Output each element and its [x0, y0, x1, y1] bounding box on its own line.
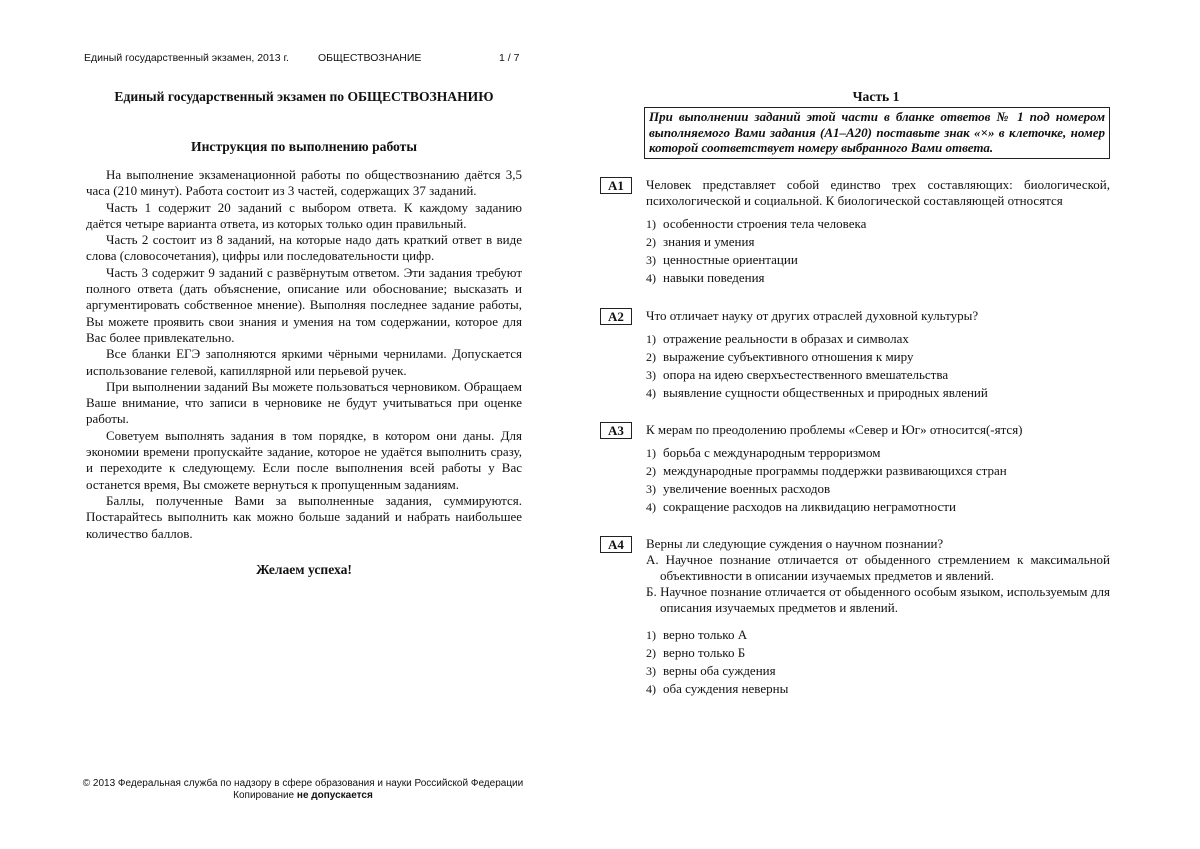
instruction-title: Инструкция по выполнению работы — [191, 139, 417, 154]
task-number: A2 — [600, 308, 632, 325]
task-question: Верны ли следующие суждения о научном познании? — [646, 536, 944, 551]
option-number: 2) — [646, 350, 656, 364]
answer-option[interactable] — [646, 680, 1110, 698]
option-text: особенности строения тела человека — [663, 216, 867, 231]
option-text: международные программы поддержки развивающихся стран — [663, 463, 1007, 478]
option-text: выражение субъективного отношения к миру — [663, 349, 914, 364]
answer-options — [646, 626, 1110, 698]
task-statement: А. Научное познание отличается от обыденного стремлением к максимальной объективности в описании изучаемых предметов и явлений. — [646, 552, 1110, 583]
task-number: A3 — [600, 422, 632, 439]
part-title: Часть 1 — [852, 89, 900, 104]
task-question: Что отличает науку от других отраслей духовной культуры? — [646, 308, 979, 323]
good-luck-text: Желаем успеха! — [256, 561, 352, 577]
option-number: 3) — [646, 253, 656, 267]
option-number: 2) — [646, 646, 656, 660]
answer-options — [646, 444, 1110, 516]
header-subject: ОБЩЕСТВОЗНАНИЕ — [318, 52, 422, 64]
header-page-number: 1 / 7 — [499, 52, 520, 64]
option-text: оба суждения неверны — [663, 681, 789, 696]
task-a4 — [600, 536, 1110, 698]
document-title: Единый государственный экзамен по ОБЩЕСТВОЗНАНИЮ — [114, 89, 494, 104]
answer-option[interactable] — [646, 269, 1110, 287]
option-text: сокращение расходов на ликвидацию неграмотности — [663, 499, 956, 514]
option-number: 4) — [646, 271, 656, 285]
answer-option[interactable] — [646, 462, 1110, 480]
option-text: знания и умения — [663, 234, 755, 249]
task-statement: Б. Научное познание отличается от обыденного особым языком, используемым для описания изучаемых предметов и явлений. — [646, 584, 1110, 615]
answer-option[interactable] — [646, 330, 1110, 348]
footer — [40, 778, 566, 802]
option-text: увеличение военных расходов — [663, 481, 831, 496]
answer-option[interactable] — [646, 251, 1110, 269]
task-a1 — [600, 177, 1110, 287]
copyright-line: © 2013 Федеральная служба по надзору в сфере образования и науки Российской Федерации — [82, 778, 524, 789]
task-body — [646, 308, 1110, 402]
instruction-paragraph: Баллы, полученные Вами за выполненные задания, суммируются. Постарайтесь выполнить как можно больше заданий и набрать наибольшее количество баллов. — [86, 492, 522, 541]
option-text: опора на идею сверхъестественного вмешательства — [663, 367, 949, 382]
option-number: 1) — [646, 446, 656, 460]
answer-option[interactable] — [646, 215, 1110, 233]
part-instruction-box: При выполнении заданий этой части в бланке ответов № 1 под номером выполняемого Вами задания (А1–А20) поставьте знак «×» в клеточке, номер которой соответствует номеру выбранного Вами ответа. — [644, 107, 1110, 159]
option-number: 4) — [646, 500, 656, 514]
header-exam-title: Единый государственный экзамен, 2013 г. — [84, 52, 289, 64]
instruction-paragraph: Часть 3 содержит 9 заданий с развёрнутым ответом. Эти задания требуют полного ответа (дать объяснение, описание или обоснование; высказать и аргументировать собственное мнение). Выполняя последнее задание работы, Вы можете проявить свои знания и умения на том содержании, которое для Вас более привлекательно. — [86, 264, 522, 345]
task-question: Человек представляет собой единство трех составляющих: биологической, психологической и социальной. К биологической составляющей относятся — [646, 177, 1110, 208]
option-text: ценностные ориентации — [663, 252, 798, 267]
option-number: 2) — [646, 464, 656, 478]
answer-option[interactable] — [646, 662, 1110, 680]
option-text: отражение реальности в образах и символах — [663, 331, 909, 346]
answer-option[interactable] — [646, 348, 1110, 366]
instruction-paragraph: Советуем выполнять задания в том порядке, в котором они даны. Для экономии времени пропускайте задание, которое не удаётся выполнить сразу, и переходите к следующему. Если после выполнения всей работы у Вас останется время, Вы сможете вернуться к пропущенным заданиям. — [86, 427, 522, 492]
option-text: борьба с международным терроризмом — [663, 445, 881, 460]
option-number: 1) — [646, 217, 656, 231]
copy-notice — [40, 790, 566, 802]
option-number: 1) — [646, 628, 656, 642]
instruction-paragraph: Часть 2 состоит из 8 заданий, на которые надо дать краткий ответ в виде слова (словосочетания), цифры или последовательности цифр. — [86, 232, 522, 264]
instruction-paragraph: Все бланки ЕГЭ заполняются яркими чёрными чернилами. Допускается использование гелевой, капиллярной или перьевой ручек. — [86, 346, 522, 378]
task-body — [646, 536, 1110, 698]
instruction-paragraph: Часть 1 содержит 20 заданий с выбором ответа. К каждому заданию даётся четыре варианта ответа, из которых только один правильный. — [86, 199, 522, 231]
answer-option[interactable] — [646, 626, 1110, 644]
answer-options — [646, 215, 1110, 287]
instruction-paragraph: При выполнении заданий Вы можете пользоваться черновиком. Обращаем Ваше внимание, что записи в черновике не будут учитываться при оценке работы. — [86, 378, 522, 427]
option-number: 4) — [646, 386, 656, 400]
option-text: верно только Б — [663, 645, 746, 660]
option-text: верны оба суждения — [663, 663, 776, 678]
task-a3 — [600, 422, 1110, 516]
answer-option[interactable] — [646, 366, 1110, 384]
task-number: A4 — [600, 536, 632, 553]
answer-option[interactable] — [646, 444, 1110, 462]
task-question: К мерам по преодолению проблемы «Север и Юг» относится(-ятся) — [646, 422, 1023, 437]
task-number: A1 — [600, 177, 632, 194]
option-number: 4) — [646, 682, 656, 696]
task-body — [646, 177, 1110, 287]
answer-option[interactable] — [646, 480, 1110, 498]
copy-notice-bold: не допускается — [296, 790, 373, 801]
answer-option[interactable] — [646, 233, 1110, 251]
option-text: выявление сущности общественных и природных явлений — [663, 385, 988, 400]
copy-notice-prefix: Копирование — [233, 790, 295, 801]
option-number: 3) — [646, 664, 656, 678]
option-text: навыки поведения — [663, 270, 765, 285]
right-column — [600, 89, 1110, 696]
option-number: 3) — [646, 482, 656, 496]
answer-options — [646, 330, 1110, 402]
option-text: верно только А — [663, 627, 748, 642]
instruction-paragraph: На выполнение экзаменационной работы по обществознанию даётся 3,5 часа (210 минут). Работа состоит из 3 частей, содержащих 37 заданий. — [86, 167, 522, 199]
left-column — [86, 89, 522, 578]
answer-option[interactable] — [646, 384, 1110, 402]
task-body — [646, 422, 1110, 516]
option-number: 1) — [646, 332, 656, 346]
option-number: 3) — [646, 368, 656, 382]
answer-option[interactable] — [646, 644, 1110, 662]
answer-option[interactable] — [646, 498, 1110, 516]
option-number: 2) — [646, 235, 656, 249]
task-a2 — [600, 308, 1110, 402]
